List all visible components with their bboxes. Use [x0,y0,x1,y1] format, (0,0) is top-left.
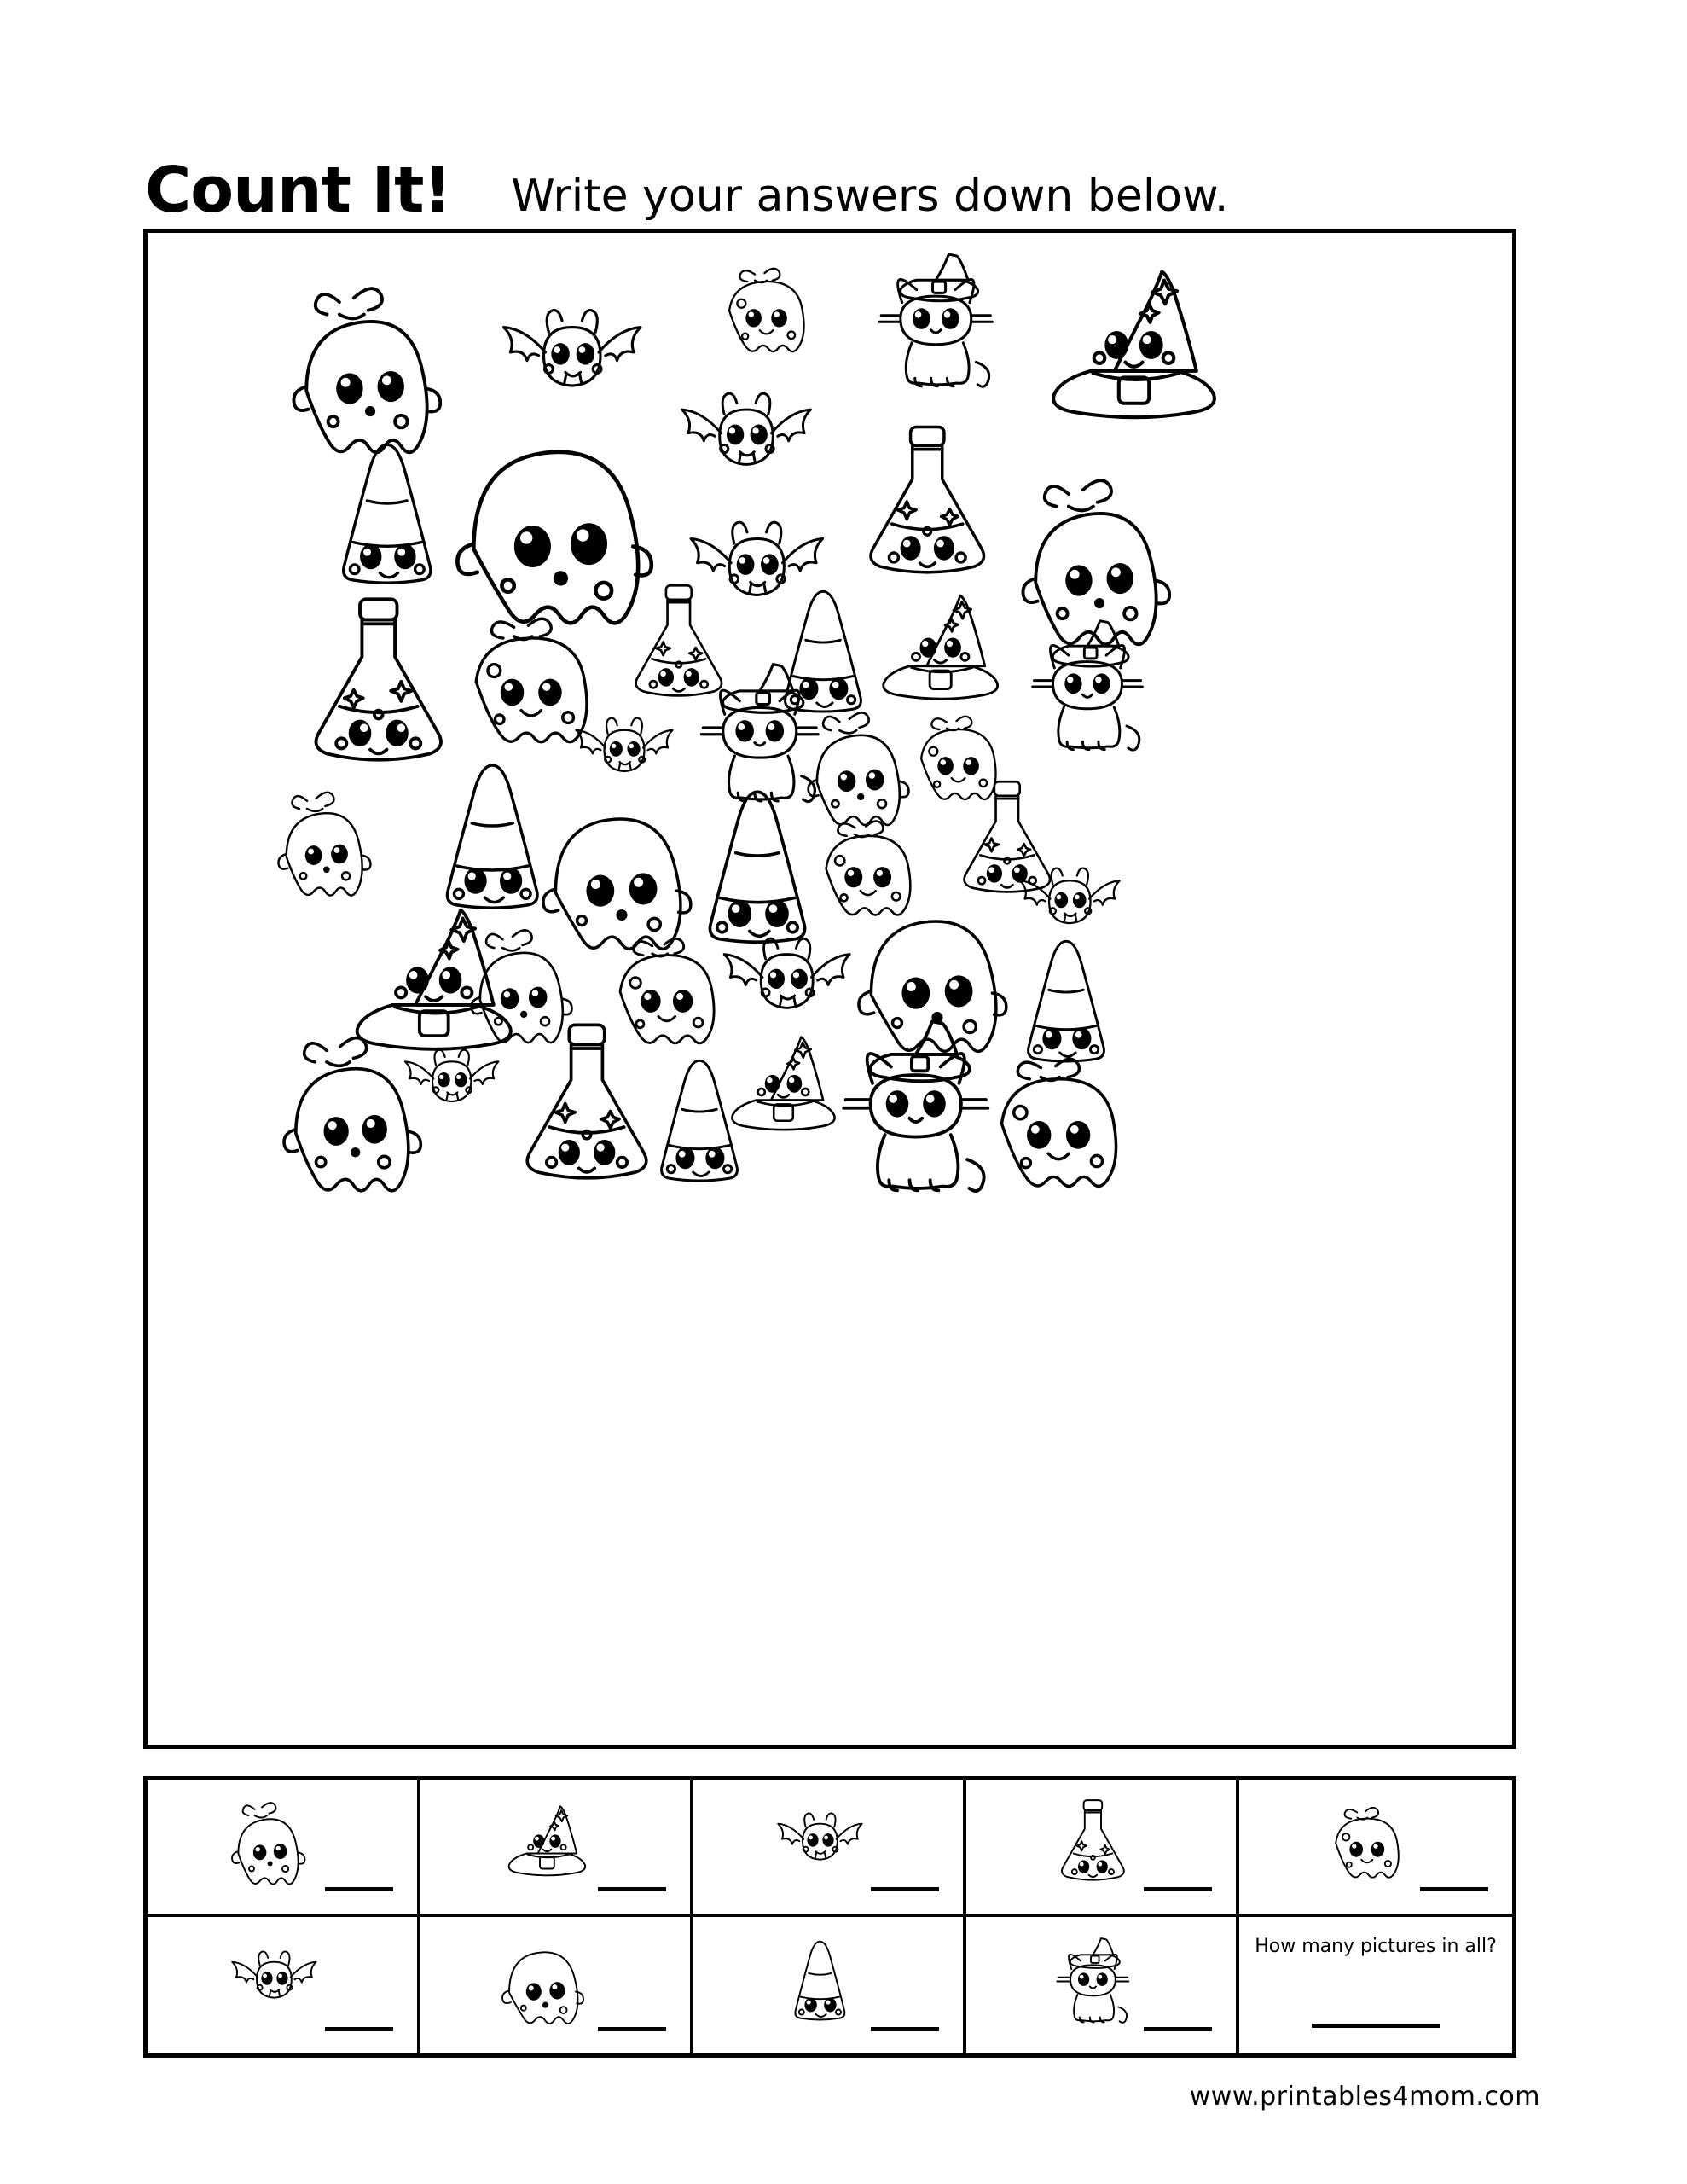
witch-hat-icon [496,1792,598,1898]
answer-cell-ghost[interactable] [420,1917,693,2053]
answer-cell-cat-witch[interactable] [966,1917,1239,2053]
potion-bottle-icon [1041,1792,1144,1898]
answer-blank-line[interactable] [1144,2027,1212,2031]
potion-bottle-icon [834,412,1021,599]
answer-blank-line[interactable] [325,1887,393,1891]
page-header [145,128,1552,227]
bat-icon [223,1931,325,2036]
answer-cell-total[interactable] [1239,1917,1512,2053]
page-title: Count It! [145,154,452,227]
website-credit: www.printables4mom.com [1189,2082,1540,2111]
candy-corn-icon [768,1931,871,2036]
answer-cell-witch-hat[interactable] [420,1780,693,1917]
answer-blank-line[interactable] [1420,1887,1488,1891]
cat-witch-icon [1041,1931,1144,2036]
pumpkin-ghost-icon [706,250,828,372]
pumpkin-ghost-icon [966,1031,1153,1217]
answer-cell-ghost-bow[interactable] [148,1780,420,1917]
answer-blank-line[interactable] [1144,1887,1212,1891]
total-question-label: How many pictures in all? [1255,1936,1497,1957]
answer-blank-line[interactable] [598,2027,666,2031]
picture-panel [143,229,1516,1749]
answer-blank-line[interactable] [871,2027,939,2031]
answer-blank-line[interactable] [325,2027,393,2031]
answer-cell-pumpkin-ghost[interactable] [1239,1780,1512,1917]
cat-witch-icon [855,241,1017,403]
answer-cell-bat[interactable] [148,1917,420,2053]
ghost-icon [496,1931,598,2036]
answer-cell-bat[interactable] [693,1780,966,1917]
answer-blank-line[interactable] [1312,2024,1440,2028]
cat-witch-icon [1009,608,1166,765]
answer-cell-candy-corn[interactable] [693,1917,966,2053]
page-subtitle: Write your answers down below. [511,171,1229,222]
answer-blank-line[interactable] [871,1887,939,1891]
pumpkin-ghost-icon [1316,1792,1418,1898]
answer-grid [143,1776,1516,2058]
ghost-bow-icon [223,1792,325,1898]
answer-blank-line[interactable] [598,1887,666,1891]
bat-icon [768,1792,871,1898]
answer-cell-potion-bottle[interactable] [966,1780,1239,1917]
witch-hat-icon [1026,241,1242,457]
